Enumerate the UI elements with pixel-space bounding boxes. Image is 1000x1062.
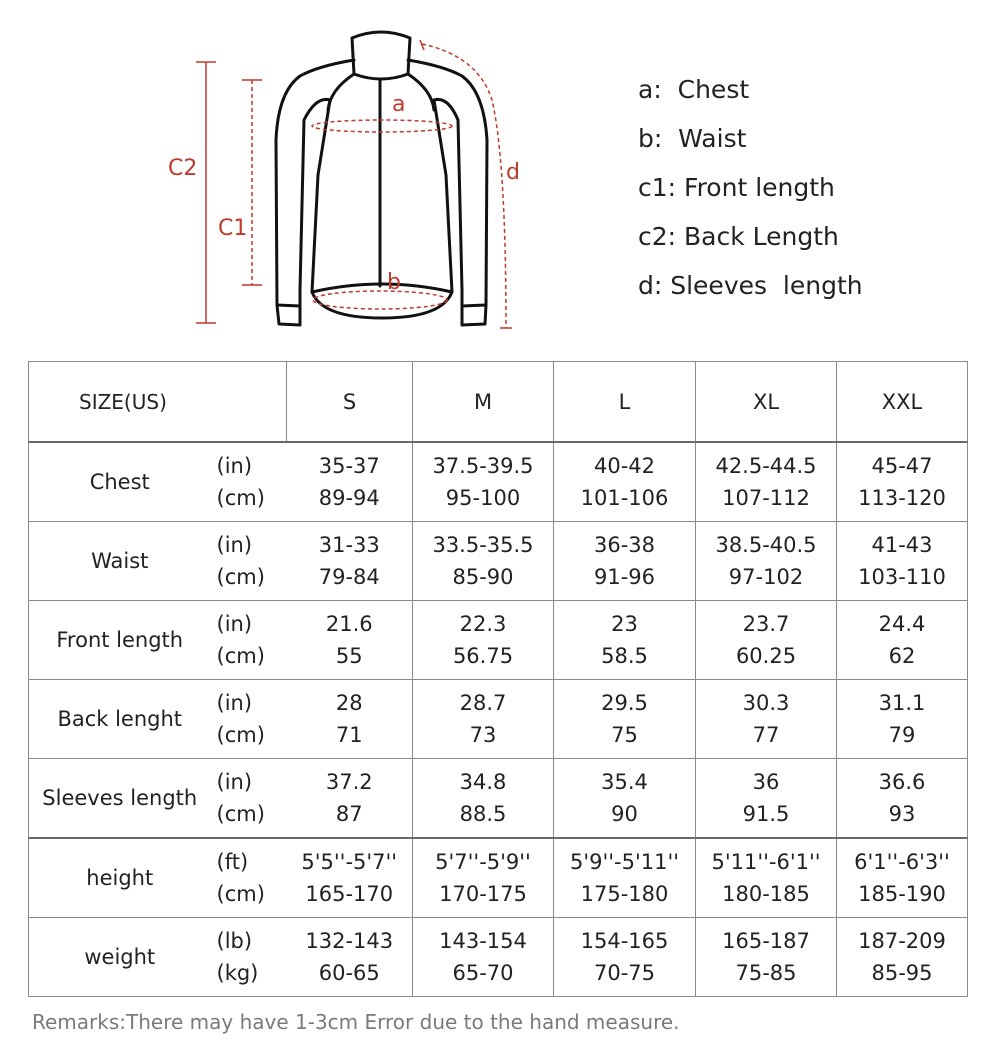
value-cell: [696, 759, 837, 839]
unit-label: (ft): [216, 850, 249, 874]
unit-label: (in): [216, 454, 253, 478]
row-label: Sleeves length: [29, 759, 211, 839]
value-cell: [554, 680, 696, 759]
unit-label: (cm): [216, 882, 265, 906]
value-text: 29.5: [601, 691, 648, 715]
value-text: 41-43: [871, 533, 933, 557]
measurement-legend: [638, 72, 863, 317]
table-header-row: [29, 362, 968, 443]
value-cell: [413, 601, 554, 680]
size-header-m: M: [413, 362, 554, 443]
value-text: 40-42: [593, 454, 656, 478]
unit-label: (in): [216, 770, 253, 794]
value-text: 38.5-40.5: [715, 533, 817, 557]
table-row: [29, 838, 968, 918]
value-text: 75: [611, 723, 638, 747]
value-text: 60.25: [735, 644, 797, 668]
value-text: 185-190: [858, 882, 946, 906]
value-text: 170-175: [439, 882, 527, 906]
label-b: b: [387, 270, 401, 295]
size-header-xl: XL: [696, 362, 837, 443]
value-text: 180-185: [722, 882, 810, 906]
value-text: 22.3: [459, 612, 507, 636]
value-text: 101-106: [580, 486, 669, 510]
value-text: 35-37: [318, 454, 380, 478]
value-text: 90: [611, 802, 638, 826]
unit-label: (in): [216, 533, 253, 557]
value-cell: [554, 759, 696, 839]
unit-label: (cm): [216, 565, 265, 589]
value-cell: [413, 759, 554, 839]
size-header-label: SIZE(US): [29, 362, 287, 443]
row-label: height: [29, 838, 211, 918]
value-text: 58.5: [601, 644, 648, 668]
value-text: 36-38: [593, 533, 656, 557]
unit-cell: [211, 522, 287, 601]
value-cell: [287, 918, 413, 997]
size-header-s: S: [287, 362, 413, 443]
label-c1: C1: [218, 216, 248, 241]
value-text: 175-180: [580, 882, 669, 906]
value-cell: [554, 838, 696, 918]
unit-cell: [211, 918, 287, 997]
size-header-l: L: [554, 362, 696, 443]
value-text: 24.4: [878, 612, 926, 636]
table-row: [29, 759, 968, 839]
value-cell: [554, 522, 696, 601]
unit-cell: [211, 601, 287, 680]
unit-label: (cm): [216, 723, 265, 747]
value-text: 33.5-35.5: [432, 533, 534, 557]
value-text: 91.5: [742, 802, 790, 826]
value-cell: [696, 522, 837, 601]
value-text: 42.5-44.5: [715, 454, 817, 478]
value-text: 56.75: [452, 644, 514, 668]
legend-back-length: c2: Back Length: [638, 222, 839, 251]
value-cell: [413, 442, 554, 522]
value-text: 187-209: [858, 929, 946, 953]
value-text: 34.8: [459, 770, 507, 794]
table-row: [29, 680, 968, 759]
unit-label: (kg): [216, 961, 259, 985]
row-label: Chest: [29, 442, 211, 522]
value-text: 45-47: [871, 454, 933, 478]
row-label: Front length: [29, 601, 211, 680]
value-text: 87: [335, 802, 363, 826]
unit-cell: [211, 759, 287, 839]
value-text: 88.5: [459, 802, 507, 826]
value-cell: [837, 601, 968, 680]
value-text: 5'11''-6'1'': [711, 850, 821, 874]
unit-cell: [211, 838, 287, 918]
value-text: 36: [752, 770, 780, 794]
value-text: 5'9''-5'11'': [569, 850, 680, 874]
value-text: 23.7: [742, 612, 790, 636]
table-row: [29, 918, 968, 997]
value-cell: [837, 918, 968, 997]
value-cell: [696, 601, 837, 680]
label-c2: C2: [168, 156, 198, 181]
value-cell: [837, 522, 968, 601]
value-text: 55: [335, 644, 363, 668]
value-text: 85-90: [452, 565, 514, 589]
value-text: 97-102: [728, 565, 804, 589]
value-text: 5'5''-5'7'': [301, 850, 398, 874]
value-text: 70-75: [593, 961, 656, 985]
value-cell: [413, 522, 554, 601]
value-cell: [554, 918, 696, 997]
row-label: Waist: [29, 522, 211, 601]
value-text: 62: [888, 644, 916, 668]
unit-cell: [211, 442, 287, 522]
legend-waist: b: Waist: [638, 124, 747, 153]
value-text: 75-85: [735, 961, 797, 985]
value-cell: [287, 601, 413, 680]
value-cell: [554, 442, 696, 522]
value-cell: [696, 442, 837, 522]
value-cell: [837, 759, 968, 839]
value-cell: [287, 759, 413, 839]
value-text: 77: [752, 723, 780, 747]
value-text: 113-120: [858, 486, 946, 510]
value-cell: [837, 442, 968, 522]
remarks-note: Remarks:There may have 1-3cm Error due to the hand measure.: [32, 1010, 680, 1034]
value-cell: [696, 680, 837, 759]
value-text: 165-170: [305, 882, 394, 906]
value-cell: [287, 680, 413, 759]
value-text: 30.3: [742, 691, 790, 715]
value-text: 28.7: [459, 691, 507, 715]
value-text: 31-33: [318, 533, 380, 557]
unit-label: (cm): [216, 802, 265, 826]
value-cell: [696, 918, 837, 997]
table-row: [29, 442, 968, 522]
size-table-body: [29, 362, 968, 997]
row-label: weight: [29, 918, 211, 997]
value-text: 93: [888, 802, 916, 826]
size-header-xxl: XXL: [837, 362, 968, 443]
value-text: 65-70: [452, 961, 514, 985]
value-text: 31.1: [878, 691, 926, 715]
table-row: [29, 601, 968, 680]
legend-sleeves-length: d: Sleeves length: [638, 271, 863, 300]
value-text: 95-100: [445, 486, 521, 510]
value-cell: [413, 918, 554, 997]
row-label: Back lenght: [29, 680, 211, 759]
unit-label: (cm): [216, 486, 265, 510]
value-text: 73: [469, 723, 497, 747]
value-text: 107-112: [722, 486, 810, 510]
unit-label: (cm): [216, 644, 265, 668]
value-cell: [287, 838, 413, 918]
value-text: 79: [888, 723, 916, 747]
table-row: [29, 522, 968, 601]
value-text: 60-65: [318, 961, 380, 985]
value-text: 36.6: [878, 770, 926, 794]
unit-label: (in): [216, 612, 253, 636]
value-cell: [287, 442, 413, 522]
value-text: 103-110: [858, 565, 946, 589]
value-cell: [554, 601, 696, 680]
value-text: 28: [335, 691, 363, 715]
value-text: 79-84: [318, 565, 380, 589]
legend-front-length: c1: Front length: [638, 173, 835, 202]
unit-label: (in): [216, 691, 253, 715]
value-cell: [413, 680, 554, 759]
value-text: 165-187: [722, 929, 810, 953]
label-d: d: [506, 160, 520, 185]
value-cell: [413, 838, 554, 918]
value-text: 37.5-39.5: [432, 454, 534, 478]
value-text: 132-143: [305, 929, 394, 953]
value-text: 91-96: [593, 565, 656, 589]
unit-label: (lb): [216, 929, 253, 953]
legend-chest: a: Chest: [638, 75, 750, 104]
value-text: 35.4: [601, 770, 648, 794]
value-text: 23: [611, 612, 638, 636]
unit-cell: [211, 680, 287, 759]
value-cell: [837, 680, 968, 759]
label-a: a: [392, 92, 406, 117]
value-text: 85-95: [871, 961, 933, 985]
value-text: 71: [335, 723, 363, 747]
size-chart-table: [28, 361, 968, 997]
value-text: 154-165: [580, 929, 669, 953]
value-cell: [696, 838, 837, 918]
value-text: 6'1''-6'3'': [854, 850, 950, 874]
value-text: 37.2: [325, 770, 373, 794]
value-cell: [287, 522, 413, 601]
value-text: 143-154: [439, 929, 527, 953]
value-text: 21.6: [325, 612, 373, 636]
value-cell: [837, 838, 968, 918]
value-text: 5'7''-5'9'': [435, 850, 531, 874]
value-text: 89-94: [318, 486, 380, 510]
